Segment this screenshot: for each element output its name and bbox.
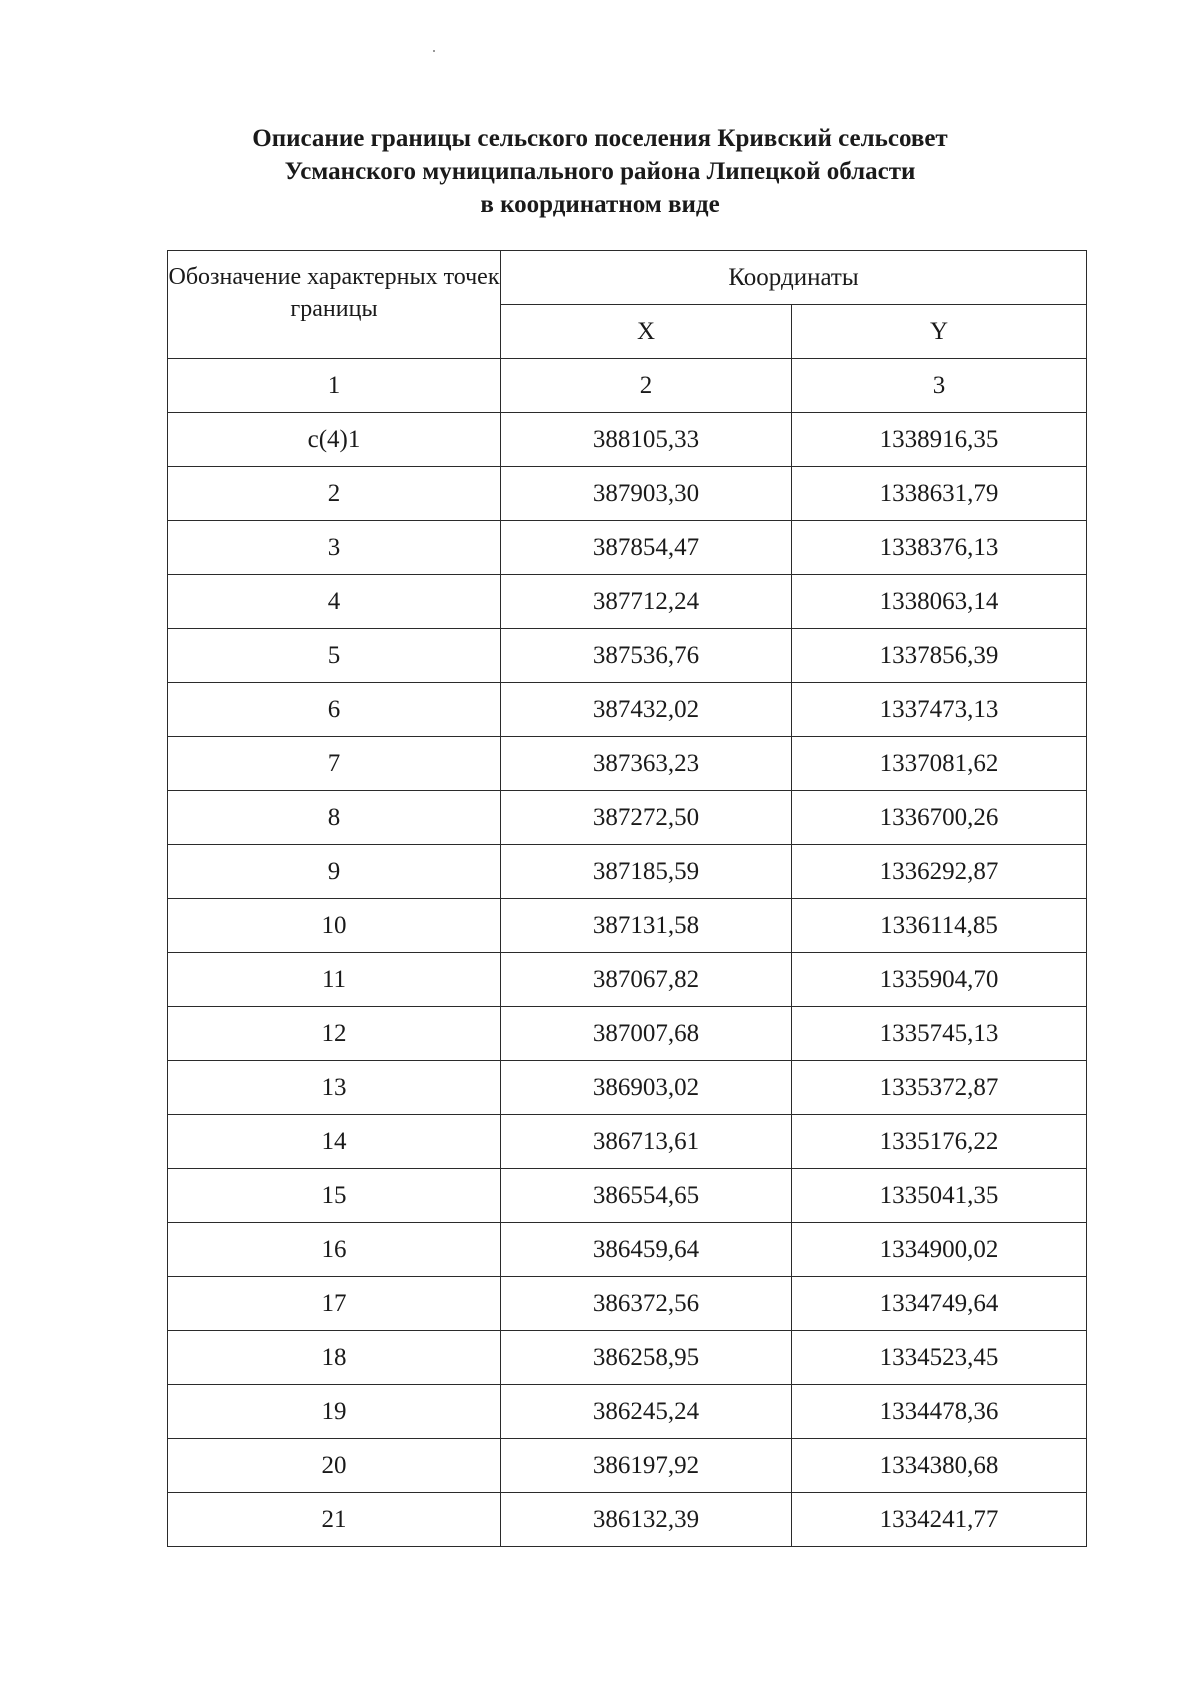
column-number: 1 <box>168 359 501 413</box>
x-coordinate-cell: 386903,02 <box>501 1061 792 1115</box>
x-coordinate-cell: 387185,59 <box>501 845 792 899</box>
table-row <box>168 1223 1087 1277</box>
point-header: Обозначение характерных точек границы <box>168 251 501 359</box>
point-cell: 4 <box>168 575 501 629</box>
point-cell: 3 <box>168 521 501 575</box>
point-cell: 19 <box>168 1385 501 1439</box>
table-row <box>168 467 1087 521</box>
point-cell: 18 <box>168 1331 501 1385</box>
point-cell: 14 <box>168 1115 501 1169</box>
x-coordinate-cell: 387854,47 <box>501 521 792 575</box>
table-row <box>168 1115 1087 1169</box>
table-row <box>168 1439 1087 1493</box>
x-coordinate-cell: 387536,76 <box>501 629 792 683</box>
point-cell: 12 <box>168 1007 501 1061</box>
y-coordinate-cell: 1334241,77 <box>792 1493 1087 1547</box>
y-coordinate-cell: 1335176,22 <box>792 1115 1087 1169</box>
x-coordinate-cell: 387903,30 <box>501 467 792 521</box>
y-coordinate-cell: 1335041,35 <box>792 1169 1087 1223</box>
point-cell: 9 <box>168 845 501 899</box>
x-coordinate-cell: 386372,56 <box>501 1277 792 1331</box>
x-coordinate-cell: 386713,61 <box>501 1115 792 1169</box>
x-coordinate-cell: 387432,02 <box>501 683 792 737</box>
x-coordinate-cell: 387067,82 <box>501 953 792 1007</box>
column-number-row <box>168 359 1087 413</box>
table-row <box>168 1385 1087 1439</box>
coords-header: Координаты <box>501 251 1087 305</box>
table-row <box>168 521 1087 575</box>
y-coordinate-cell: 1334478,36 <box>792 1385 1087 1439</box>
y-coordinate-cell: 1337473,13 <box>792 683 1087 737</box>
table-row <box>168 1007 1087 1061</box>
y-coordinate-cell: 1337081,62 <box>792 737 1087 791</box>
table-row <box>168 683 1087 737</box>
y-coordinate-cell: 1338631,79 <box>792 467 1087 521</box>
point-cell: 13 <box>168 1061 501 1115</box>
table-row <box>168 737 1087 791</box>
table-row <box>168 791 1087 845</box>
x-coordinate-cell: 387363,23 <box>501 737 792 791</box>
point-cell: 17 <box>168 1277 501 1331</box>
point-cell: 16 <box>168 1223 501 1277</box>
y-coordinate-cell: 1336700,26 <box>792 791 1087 845</box>
y-coordinate-cell: 1335372,87 <box>792 1061 1087 1115</box>
x-coordinate-cell: 386258,95 <box>501 1331 792 1385</box>
point-cell: 10 <box>168 899 501 953</box>
x-coordinate-cell: 386459,64 <box>501 1223 792 1277</box>
point-cell: 15 <box>168 1169 501 1223</box>
y-coordinate-cell: 1335904,70 <box>792 953 1087 1007</box>
x-coordinate-cell: 386132,39 <box>501 1493 792 1547</box>
point-cell: с(4)1 <box>168 413 501 467</box>
table-row <box>168 1331 1087 1385</box>
point-cell: 11 <box>168 953 501 1007</box>
y-coordinate-cell: 1334523,45 <box>792 1331 1087 1385</box>
title-line-3: в координатном виде <box>480 191 720 218</box>
y-coordinate-cell: 1334749,64 <box>792 1277 1087 1331</box>
y-coordinate-cell: 1338916,35 <box>792 413 1087 467</box>
title-line-2: Усманского муниципального района Липецкой области <box>284 158 916 185</box>
y-coordinate-cell: 1338063,14 <box>792 575 1087 629</box>
document-title <box>0 122 1200 221</box>
x-coordinate-cell: 386197,92 <box>501 1439 792 1493</box>
y-coordinate-cell: 1336292,87 <box>792 845 1087 899</box>
x-coordinate-cell: 387007,68 <box>501 1007 792 1061</box>
coordinates-table <box>167 250 1087 1547</box>
column-number: 2 <box>501 359 792 413</box>
table-row <box>168 413 1087 467</box>
table-row <box>168 953 1087 1007</box>
y-coordinate-cell: 1334900,02 <box>792 1223 1087 1277</box>
table-row <box>168 1277 1087 1331</box>
table-row <box>168 629 1087 683</box>
column-number: 3 <box>792 359 1087 413</box>
table-row <box>168 1169 1087 1223</box>
table-row <box>168 1493 1087 1547</box>
y-header: Y <box>792 305 1087 359</box>
table-row <box>168 1061 1087 1115</box>
point-cell: 2 <box>168 467 501 521</box>
point-cell: 5 <box>168 629 501 683</box>
y-coordinate-cell: 1336114,85 <box>792 899 1087 953</box>
table-row <box>168 575 1087 629</box>
x-coordinate-cell: 386554,65 <box>501 1169 792 1223</box>
y-coordinate-cell: 1338376,13 <box>792 521 1087 575</box>
x-coordinate-cell: 387131,58 <box>501 899 792 953</box>
y-coordinate-cell: 1337856,39 <box>792 629 1087 683</box>
x-coordinate-cell: 386245,24 <box>501 1385 792 1439</box>
point-cell: 6 <box>168 683 501 737</box>
scan-speck <box>433 50 435 52</box>
point-cell: 21 <box>168 1493 501 1547</box>
x-coordinate-cell: 387272,50 <box>501 791 792 845</box>
title-line-1: Описание границы сельского поселения Кривский сельсовет <box>252 125 948 152</box>
x-coordinate-cell: 387712,24 <box>501 575 792 629</box>
point-cell: 7 <box>168 737 501 791</box>
y-coordinate-cell: 1335745,13 <box>792 1007 1087 1061</box>
x-coordinate-cell: 388105,33 <box>501 413 792 467</box>
x-header: X <box>501 305 792 359</box>
y-coordinate-cell: 1334380,68 <box>792 1439 1087 1493</box>
table-row <box>168 845 1087 899</box>
header-row <box>168 251 1087 305</box>
table-row <box>168 899 1087 953</box>
point-cell: 8 <box>168 791 501 845</box>
point-cell: 20 <box>168 1439 501 1493</box>
